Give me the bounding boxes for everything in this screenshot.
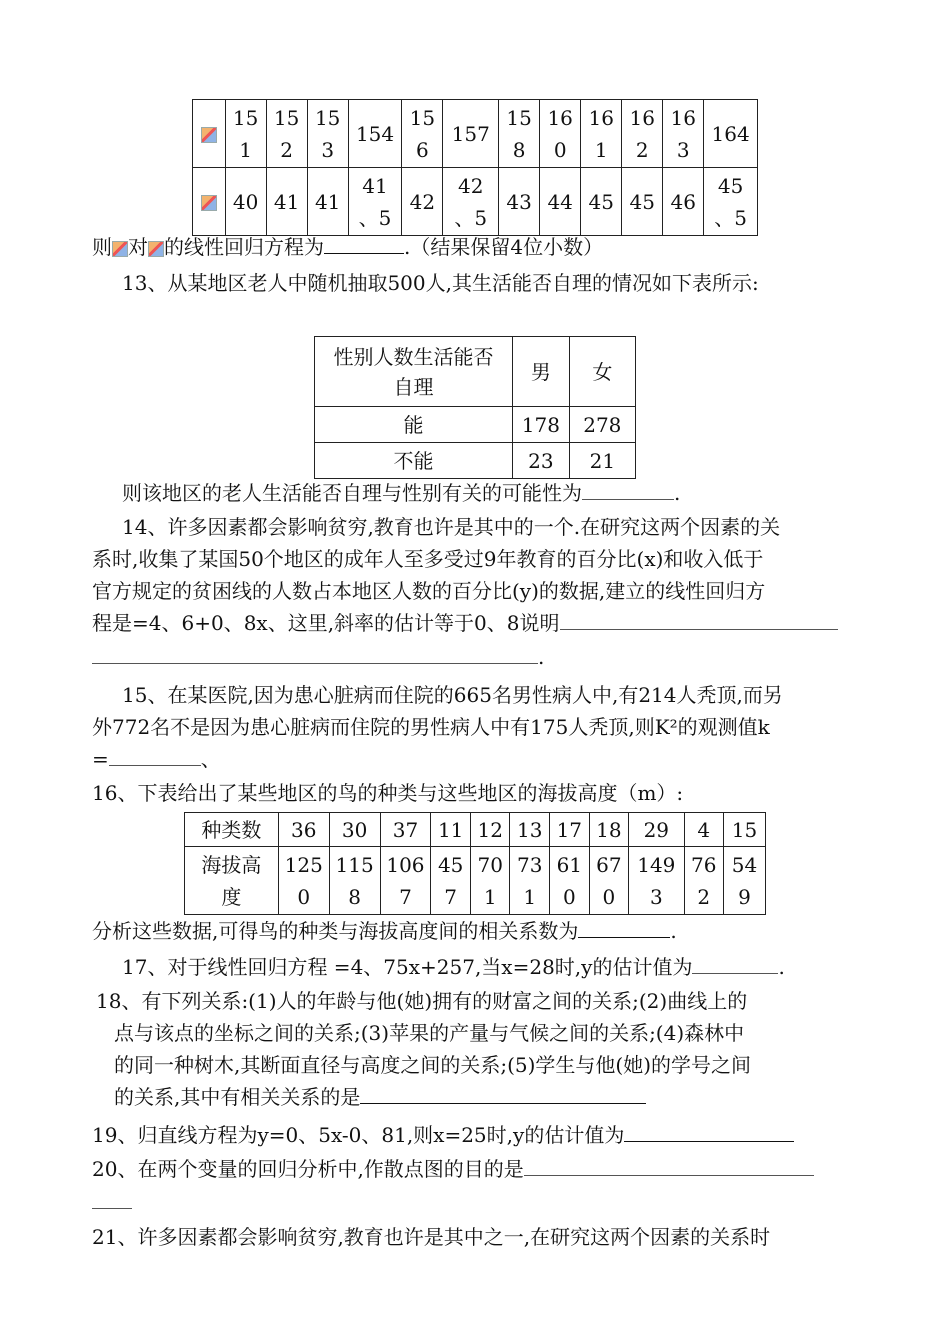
table-cell	[185, 847, 279, 915]
text: .	[778, 955, 785, 979]
table-cell	[513, 407, 570, 443]
text: 分析这些数据,可得鸟的种类与海拔高度间的相关系数为	[92, 919, 579, 943]
table-cell	[629, 847, 684, 915]
cell-value: 16 1	[588, 105, 614, 162]
table-cell	[266, 168, 307, 236]
cell-value: 37	[392, 817, 419, 842]
text: 19、归直线方程为y=0、5x-0、81,则x=25时,y的估计值为	[92, 1123, 625, 1147]
table-cell	[443, 100, 499, 168]
bird-altitude-table	[184, 812, 766, 915]
table-cell	[402, 100, 443, 168]
cell-value: 42	[409, 189, 436, 214]
cell-value: 29	[643, 817, 670, 842]
image-placeholder-icon	[201, 195, 217, 211]
table-row	[315, 443, 636, 479]
table-cell	[569, 443, 635, 479]
q15-line-2: 外772名不是因为患心脏病而住院的男性病人中有175人秃顶,则K²的观测值k	[92, 715, 770, 739]
table-cell	[329, 847, 380, 915]
q14-line-2: 系时,收集了某国50个地区的成年人至多受过9年教育的百分比(x)和收入低于	[92, 547, 764, 571]
text: 则该地区的老人生活能否自理与性别有关的可能性为	[122, 481, 582, 505]
table-cell	[704, 100, 758, 168]
cell-value: 106 7	[386, 852, 425, 909]
table-cell	[510, 847, 550, 915]
table-cell	[315, 407, 513, 443]
cell-value: 16 3	[670, 105, 696, 162]
cell-value: 15 2	[273, 105, 300, 162]
table-cell	[589, 847, 629, 915]
cell-value: 42 、5	[454, 173, 488, 230]
table-row	[315, 407, 636, 443]
table-cell	[499, 168, 540, 236]
table-header-cell	[569, 337, 635, 407]
answer-blank[interactable]	[92, 643, 538, 664]
q12-answer-line	[92, 232, 603, 262]
table-cell	[581, 100, 622, 168]
table-cell	[724, 813, 766, 847]
cell-value: 能	[403, 412, 424, 437]
table-row	[315, 337, 636, 407]
table-cell	[550, 813, 590, 847]
cell-value: 15 3	[314, 105, 341, 162]
table-cell	[499, 100, 540, 168]
answer-blank[interactable]	[324, 233, 404, 254]
text: 的线性回归方程为	[164, 235, 324, 259]
table-cell	[307, 100, 348, 168]
text: 、	[200, 747, 221, 771]
cell-value: 41	[314, 189, 341, 214]
cell-value: 12	[477, 817, 503, 842]
cell-value: 11	[437, 817, 464, 842]
cell-value: 17	[556, 817, 583, 842]
cell-value: 18	[596, 817, 622, 842]
cell-value: 154	[355, 121, 395, 146]
q18-line-1: 18、有下列关系:(1)人的年龄与他(她)拥有的财富之间的关系;(2)曲线上的	[96, 989, 748, 1013]
cell-value: 13	[517, 817, 543, 842]
table-cell	[629, 813, 684, 847]
answer-blank[interactable]	[360, 1083, 646, 1104]
table-cell	[443, 168, 499, 236]
cell-value: 40	[232, 189, 259, 214]
cell-value: 115 8	[335, 852, 374, 909]
text: .	[674, 481, 681, 505]
data-table-1	[192, 99, 758, 236]
image-placeholder-icon	[148, 241, 164, 257]
table-cell	[431, 847, 471, 915]
table-cell	[402, 168, 443, 236]
table-cell	[380, 813, 431, 847]
q19-line	[92, 1120, 794, 1150]
table-cell	[225, 100, 266, 168]
answer-blank[interactable]	[582, 479, 674, 500]
q18-line-3: 的同一种树木,其断面直径与高度之间的关系;(5)学生与他(她)的学号之间	[114, 1053, 752, 1077]
cell-value: 178	[521, 412, 560, 437]
cell-value: 45	[588, 189, 614, 214]
cell-value: 125 0	[284, 852, 323, 909]
q14-line-3: 官方规定的贫困线的人数占本地区人数的百分比(y)的数据,建立的线性回归方	[92, 579, 766, 603]
cell-value: 157	[451, 121, 490, 146]
table-cell	[470, 813, 510, 847]
cell-value: 73 1	[517, 852, 543, 909]
cell-value: 45 7	[437, 852, 464, 909]
table-cell	[663, 168, 704, 236]
q20-blank-continuation[interactable]	[92, 1208, 132, 1209]
gender-selfcare-table	[314, 336, 636, 479]
q14-line-4	[92, 608, 838, 638]
q13-answer-line	[122, 478, 680, 508]
text: 则	[92, 235, 112, 259]
cell-value: 21	[589, 448, 616, 473]
table-cell	[380, 847, 431, 915]
text: =	[92, 747, 109, 771]
answer-blank[interactable]	[109, 745, 201, 766]
q15-line-3	[92, 744, 221, 774]
table-cell	[431, 813, 471, 847]
table-header-cell	[315, 337, 513, 407]
cell-value: 46	[670, 189, 696, 214]
table-cell	[589, 813, 629, 847]
image-placeholder-icon	[201, 127, 217, 143]
table-cell	[622, 168, 663, 236]
table-cell	[510, 813, 550, 847]
header-text: 男	[530, 359, 551, 384]
cell-value: 54 9	[731, 852, 758, 909]
cell-value: 16 0	[547, 105, 573, 162]
table-cell	[663, 100, 704, 168]
cell-value: 23	[528, 448, 554, 473]
table-cell	[724, 847, 766, 915]
q18-line-2: 点与该点的坐标之间的关系;(3)苹果的产量与气候之间的关系;(4)森林中	[114, 1021, 745, 1045]
text: 17、对于线性回归方程 =4、75x+257,当x=28时,y的估计值为	[122, 955, 693, 979]
cell-value: 278	[583, 412, 622, 437]
table-cell	[193, 100, 226, 168]
table-cell	[581, 168, 622, 236]
table-cell	[684, 847, 724, 915]
cell-value: 4	[697, 817, 711, 842]
table-cell	[470, 847, 510, 915]
table-cell	[550, 847, 590, 915]
table-cell	[315, 443, 513, 479]
q18-line-4	[114, 1082, 646, 1112]
answer-blank[interactable]	[524, 1155, 814, 1176]
table-cell	[684, 813, 724, 847]
q14-line-1: 14、许多因素都会影响贫穷,教育也许是其中的一个.在研究这两个因素的关	[122, 515, 781, 539]
table-row	[193, 168, 758, 236]
text: 程是=4、6+0、8x、这里,斜率的估计等于0、8说明	[92, 611, 560, 635]
q13-question: 13、从某地区老人中随机抽取500人,其生活能否自理的情况如下表所示:	[122, 271, 759, 295]
q21-line: 21、许多因素都会影响贫穷,教育也许是其中之一,在研究这两个因素的关系时	[92, 1225, 771, 1249]
cell-value: 76 2	[691, 852, 717, 909]
cell-value: 16 2	[629, 105, 655, 162]
table-row	[185, 847, 766, 915]
table-cell	[307, 168, 348, 236]
image-placeholder-icon	[112, 241, 128, 257]
text: 20、在两个变量的回归分析中,作散点图的目的是	[92, 1157, 524, 1181]
cell-value: 不能	[393, 448, 434, 473]
table-cell	[704, 168, 758, 236]
cell-value: 70 1	[477, 852, 503, 909]
answer-blank[interactable]	[624, 1121, 794, 1142]
table-cell	[569, 407, 635, 443]
answer-blank[interactable]	[578, 917, 670, 938]
table-cell	[540, 168, 581, 236]
table-cell	[622, 100, 663, 168]
q16-answer-line	[92, 916, 677, 946]
text: 的关系,其中有相关关系的是	[114, 1085, 361, 1109]
cell-value: 43	[506, 189, 532, 214]
cell-value: 61 0	[556, 852, 583, 909]
q16-question: 16、下表给出了某些地区的鸟的种类与这些地区的海拔高度（m）:	[92, 781, 684, 805]
cell-value: 15	[731, 817, 758, 842]
answer-blank[interactable]	[560, 609, 838, 630]
cell-value: 45	[629, 189, 655, 214]
cell-value: 41	[273, 189, 300, 214]
text: .（结果保留4位小数）	[404, 235, 604, 259]
cell-value: 149 3	[637, 852, 676, 909]
table-cell	[278, 813, 329, 847]
table-row	[185, 813, 766, 847]
table-header-cell	[513, 337, 570, 407]
table-cell	[266, 100, 307, 168]
cell-value: 海拔高 度	[201, 852, 262, 909]
table-cell	[329, 813, 380, 847]
text: 对	[128, 235, 148, 259]
answer-blank[interactable]	[692, 953, 778, 974]
cell-value: 种类数	[201, 817, 262, 842]
cell-value: 45 、5	[714, 173, 748, 230]
header-text: 女	[592, 359, 613, 384]
cell-value: 164	[711, 121, 750, 146]
table-cell	[185, 813, 279, 847]
table-cell	[348, 168, 402, 236]
table-cell	[225, 168, 266, 236]
cell-value: 15 6	[409, 105, 436, 162]
cell-value: 36	[291, 817, 317, 842]
cell-value: 15 1	[232, 105, 259, 162]
cell-value: 44	[547, 189, 573, 214]
cell-value: 41 、5	[358, 173, 392, 230]
header-text: 性别人数生活能否 自理	[333, 344, 494, 399]
q20-line	[92, 1154, 814, 1184]
q17-line	[122, 952, 785, 982]
table-cell	[540, 100, 581, 168]
cell-value: 30	[341, 817, 368, 842]
table-cell	[513, 443, 570, 479]
table-row	[193, 100, 758, 168]
cell-value: 15 8	[506, 105, 532, 162]
table-cell	[193, 168, 226, 236]
q15-line-1: 15、在某医院,因为患心脏病而住院的665名男性病人中,有214人秃顶,而另	[122, 683, 783, 707]
table-cell	[348, 100, 402, 168]
cell-value: 67 0	[596, 852, 622, 909]
text: .	[670, 919, 677, 943]
text: .	[538, 645, 545, 669]
q14-line-5	[92, 642, 544, 672]
table-cell	[278, 847, 329, 915]
